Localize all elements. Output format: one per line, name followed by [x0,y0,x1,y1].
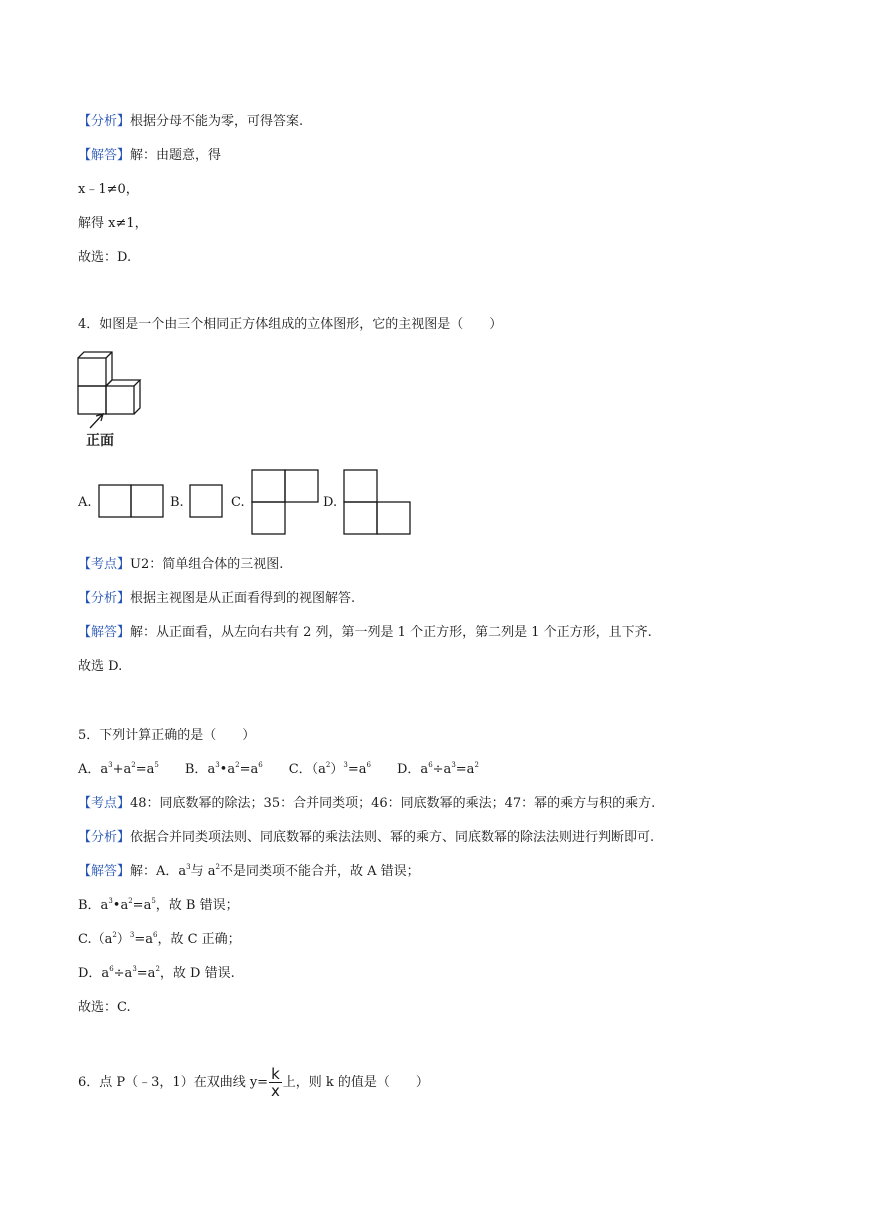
analysis-tag: 【分析】 [78,830,131,845]
answer-text: 解：由题意，得 [130,148,222,163]
option-d-figure [343,469,411,535]
q4-analysis-line [78,590,355,608]
q5-kaodian-line [78,795,655,813]
q5-stem: 5．下列计算正确的是（ ） [78,728,256,743]
analysis-tag: 【分析】 [78,114,131,129]
q5-answer-b: B．$a^3•a^2=a^5$，故 B 错误； [78,897,239,913]
analysis-text: 根据主视图是从正面看得到的视图解答. [130,591,356,606]
q5-answer-line: 【解答】解：A．$a^3$与 $a^2$不是同类项不能合并，故 A 错误； [78,863,420,879]
option-a-label: A. [78,495,92,510]
q4-conclusion: 故选 D. [78,659,123,674]
analysis-text: 依据合并同类项法则、同底数幂的乘法法则、幂的乘方、同底数幂的除法法则进行判断即可. [130,830,655,845]
analysis-text: 根据分母不能为零，可得答案. [130,114,304,129]
fraction-k-over-x: $\frac{k}{x}$ [270,1065,280,1100]
analysis-tag: 【分析】 [78,591,131,606]
option-b-label: B. [170,495,184,510]
q5-option-c: C．$(a^2)^3=a^6$ [288,761,371,777]
kaodian-text: 48：同底数幂的除法；35：合并同类项；46：同底数幂的乘法；47：幂的乘方与积的乘方. [130,796,656,811]
prev-answer-line [78,147,221,165]
prev-step-2: 解得 x≠1， [78,216,148,231]
q4-kaodian-line [78,556,283,574]
prev-conclusion: 故选：D. [78,250,132,265]
option-c-label: C. [231,495,245,510]
prev-analysis-line [78,113,303,131]
answer-tag: 【解答】 [78,864,131,879]
q5-options [78,761,479,779]
answer-text: 解：从正面看，从左向右共有 2 列，第一列是 1 个正方形，第二列是 1 个正方形，且下齐. [130,625,652,640]
kaodian-tag: 【考点】 [78,796,131,811]
q5-answer-d: D．$a^6\div a^3=a^2$，故 D 错误. [78,965,235,981]
option-b-figure [189,484,224,518]
q5-option-d: D．$a^6\div a^3=a^2$ [396,761,479,777]
q5-answer-c: $C.(a^2)^3=a^6$，故 C 正确； [78,931,241,947]
answer-tag: 【解答】 [78,625,131,640]
kaodian-text: U2：简单组合体的三视图. [130,557,284,572]
q5-option-a: A．$a^3+a^2=a^5$ [78,761,159,777]
q4-stem: 4．如图是一个由三个相同正方体组成的立体图形，它的主视图是（ ） [78,317,503,332]
q5-option-b: B．$a^3•a^2=a^6$ [184,761,263,777]
prev-step-1: x﹣1≠0， [78,182,139,197]
front-label: 正面 [86,433,114,449]
q5-analysis-line [78,829,654,847]
q5-conclusion: 故选：C. [78,1000,131,1015]
q6-stem: 6．点 P（﹣3，1）在双曲线 y= $\frac{k}{x}$ 上，则 k 的值是（ ） [78,1065,429,1100]
option-c-figure [251,469,319,535]
q4-answer-line [78,624,652,642]
kaodian-tag: 【考点】 [78,557,131,572]
option-d-label: D. [323,495,338,510]
answer-tag: 【解答】 [78,148,131,163]
option-a-figure [98,484,164,518]
